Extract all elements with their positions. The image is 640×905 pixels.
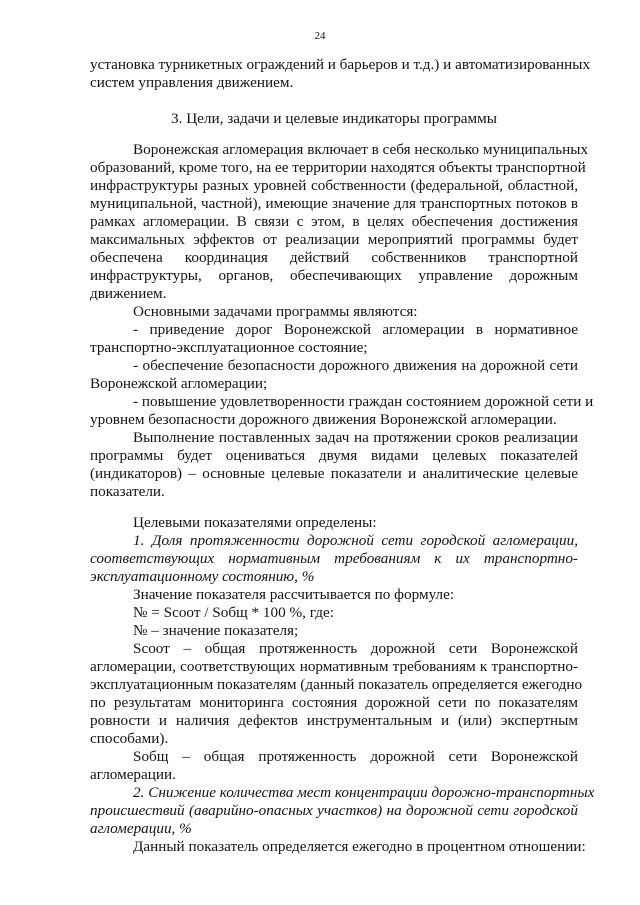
para-line: инфраструктуры, органов, обеспечивающих управление дорожным	[90, 267, 578, 284]
task-2-line: Воронежской агломерации;	[90, 375, 268, 392]
task-2-line: - обеспечение безопасности дорожного движения на дорожной сети	[133, 357, 578, 374]
eval-line: показатели.	[90, 483, 165, 500]
indicator-1-title: соответствующих нормативным требованиям к их транспортно-	[90, 550, 578, 567]
tasks-intro: Основными задачами программы являются:	[133, 303, 418, 320]
para-line: обеспечена координация действий собственников транспортной	[90, 249, 578, 266]
last-line: Данный показатель определяется ежегодно в процентном отношении:	[133, 838, 586, 855]
indicators-intro: Целевыми показателями определены:	[133, 514, 377, 531]
para-line: муниципальной, частной), имеющие значение для транспортных потоков в	[90, 195, 578, 212]
para-line: Воронежская агломерация включает в себя несколько муниципальных	[133, 141, 589, 158]
para-line: максимальных эффектов от реализации мероприятий программы будет	[90, 231, 578, 248]
para-line: рамках агломерации. В связи с этом, в целях обеспечения достижения	[90, 213, 578, 230]
definition-scoot: ровности и наличия дефектов инструментальным и (или) экспертным	[90, 712, 578, 729]
definition-scoot: агломерации, соответствующих нормативным требованиям к транспортно-	[90, 658, 578, 675]
para-line: инфраструктуры разных уровней собственности (федеральной, областной,	[90, 177, 578, 194]
task-1-line: транспортно-эксплуатационное состояние;	[90, 339, 368, 356]
formula: № = Sсоот / Sобщ * 100 %, где:	[133, 604, 334, 621]
indicator-2-title: 2. Снижение количества мест концентрации дорожно-транспортных	[133, 784, 595, 801]
indicator-2-title: происшествий (аварийно-опасных участков) на дорожной сети городской	[90, 802, 578, 819]
intro-line-1: установка турникетных ограждений и барьеров и т.д.) и автоматизированных	[90, 56, 591, 73]
page-number: 24	[314, 30, 326, 42]
eval-line: программы будет оцениваться двумя видами целевых показателей	[90, 447, 578, 464]
eval-line: (индикаторов) – основные целевые показатели и аналитические целевые	[90, 465, 578, 482]
para-line: образований, кроме того, на ее территории находятся объекты транспортной	[90, 159, 586, 176]
definition-scoot: Sсоот – общая протяженность дорожной сети Воронежской	[133, 640, 578, 657]
definition-sobsh: агломерации.	[90, 766, 176, 783]
indicator-1-title: эксплуатационному состоянию, %	[90, 568, 315, 585]
eval-line: Выполнение поставленных задач на протяжении сроков реализации	[133, 429, 578, 446]
task-3-line: уровнем безопасности дорожного движения Воронежской агломерации.	[90, 411, 557, 428]
definition-scoot: способами).	[90, 730, 169, 747]
task-3-line: - повышение удовлетворенности граждан состоянием дорожной сети и	[133, 393, 594, 410]
definition-n: № – значение показателя;	[133, 622, 299, 639]
para-line: движением.	[90, 285, 167, 302]
formula-intro: Значение показателя рассчитывается по формуле:	[133, 586, 455, 603]
definition-scoot: по результатам мониторинга состояния дорожной сети по показателям	[90, 694, 578, 711]
indicator-1-title: 1. Доля протяженности дорожной сети городской агломерации,	[133, 532, 578, 549]
task-1-line: - приведение дорог Воронежской агломерации в нормативное	[133, 321, 578, 338]
section-heading: 3. Цели, задачи и целевые индикаторы программы	[171, 110, 497, 127]
definition-sobsh: Sобщ – общая протяженность дорожной сети Воронежской	[133, 748, 578, 765]
intro-line-2: систем управления движением.	[90, 74, 294, 91]
indicator-2-title: агломерации, %	[90, 820, 192, 837]
definition-scoot: эксплуатационным показателям (данный показатель определяется ежегодно	[90, 676, 583, 693]
